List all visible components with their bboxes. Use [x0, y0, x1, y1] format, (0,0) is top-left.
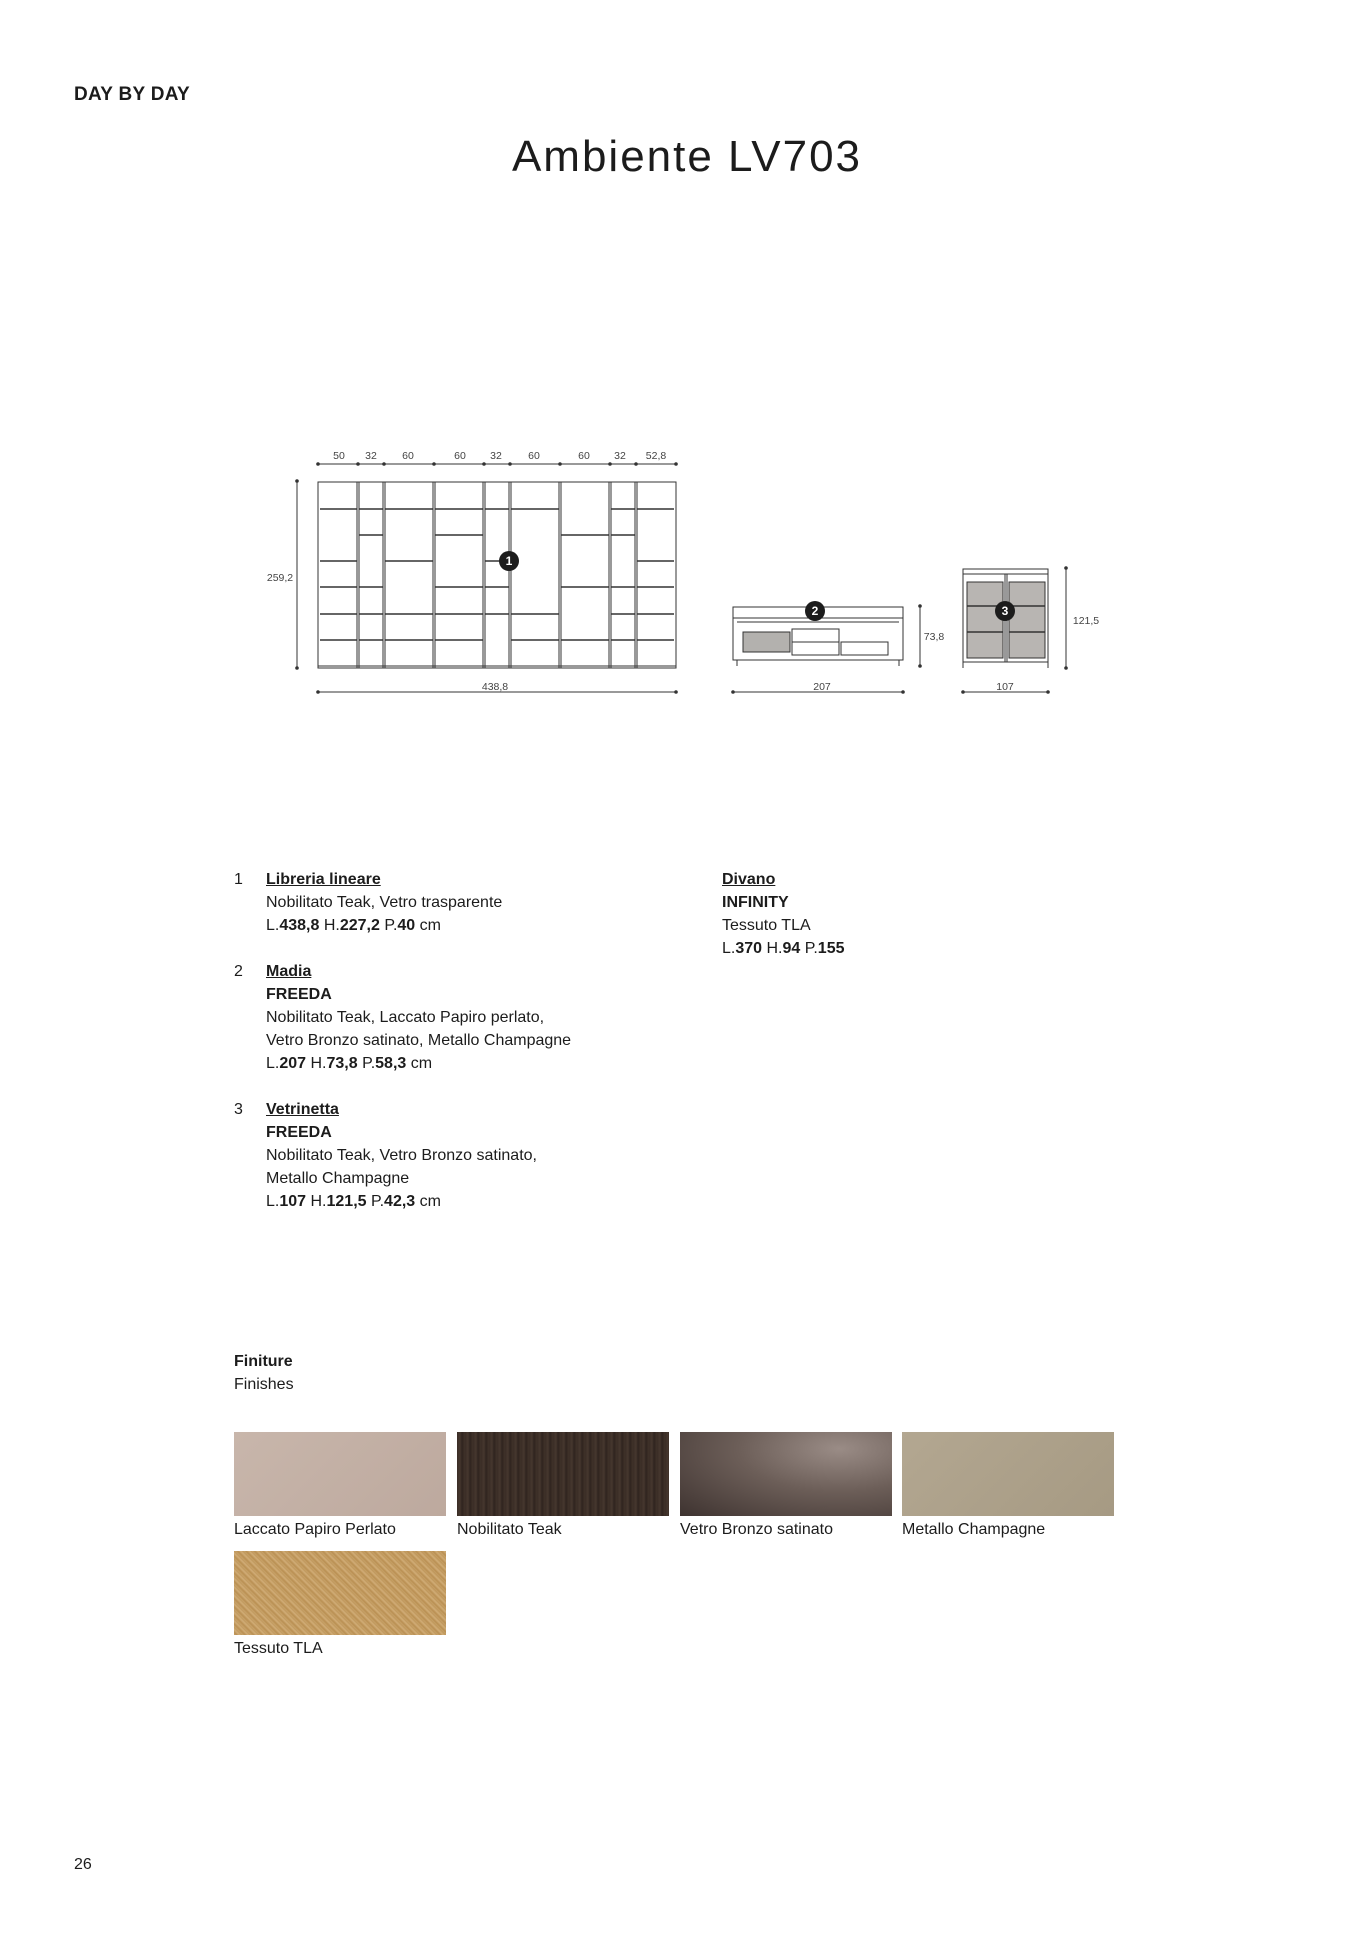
item-model: FREEDA: [266, 986, 332, 1003]
item-desc: Nobilitato Teak, Laccato Papiro perlato,: [266, 1009, 545, 1026]
finishes-title: Finiture: [234, 1353, 293, 1370]
item-desc: Vetro Bronzo satinato, Metallo Champagne: [266, 1032, 572, 1049]
swatch-label: Nobilitato Teak: [457, 1521, 562, 1538]
sofa-name: Divano: [722, 871, 776, 888]
item-desc: Nobilitato Teak, Vetro Bronzo satinato,: [266, 1147, 537, 1164]
vetr-height-label: 121,5: [1072, 615, 1100, 627]
sofa-desc: Tessuto TLA: [722, 917, 811, 934]
swatch-label: Vetro Bronzo satinato: [680, 1521, 833, 1538]
swatch-metallo-champagne: [902, 1432, 1114, 1516]
marker-3: [995, 601, 1015, 621]
swatch-label: Metallo Champagne: [902, 1521, 1046, 1538]
page-number: 26: [74, 1856, 92, 1873]
lib-height-label: 259,2: [266, 572, 294, 584]
item-desc: Metallo Champagne: [266, 1170, 410, 1187]
svg-text:1: 1: [505, 554, 513, 568]
dim-label: 32: [614, 450, 626, 462]
swatch-laccato-papiro: [234, 1432, 446, 1516]
item-dims: L.107 H.121,5 P.42,3 cm: [266, 1193, 441, 1210]
item-3: 3 Vetrinetta FREEDA Nobilitato Teak, Vetro Bronzo satinato, Metallo Champagne L.107 H.121,5 P.42,3 cm: [234, 1098, 614, 1213]
technical-drawing: [0, 0, 1358, 720]
marker-2: [805, 601, 825, 621]
brand-label: DAY BY DAY: [74, 84, 191, 105]
svg-text:2: 2: [811, 604, 819, 618]
item-model: FREEDA: [266, 1124, 332, 1141]
vetr-width-label: 107: [996, 681, 1014, 693]
item-name: Libreria lineare: [266, 871, 381, 888]
madia-height-label: 73,8: [923, 631, 945, 643]
item-desc: Nobilitato Teak, Vetro trasparente: [266, 894, 503, 911]
item-list: [234, 868, 614, 1236]
dim-label: 32: [490, 450, 502, 462]
dim-label: 50: [333, 450, 345, 462]
finishes-heading: [234, 1350, 294, 1396]
sofa-block: [722, 868, 1022, 960]
madia-width-label: 207: [813, 681, 831, 693]
sofa-dims: L.370 H.94 P.155: [722, 940, 845, 957]
svg-text:3: 3: [1001, 604, 1009, 618]
item-dims: L.207 H.73,8 P.58,3 cm: [266, 1055, 433, 1072]
lib-width-label: 438,8: [481, 681, 509, 693]
dim-label: 60: [578, 450, 590, 462]
swatch-nobilitato-teak: [457, 1432, 669, 1516]
dim-label: 32: [365, 450, 377, 462]
swatch-label: Laccato Papiro Perlato: [234, 1521, 396, 1538]
swatch-label: Tessuto TLA: [234, 1640, 323, 1657]
item-dims: L.438,8 H.227,2 P.40 cm: [266, 917, 441, 934]
finishes-subtitle: Finishes: [234, 1376, 294, 1393]
page-title: Ambiente LV703: [511, 132, 863, 181]
swatch-vetro-bronzo: [680, 1432, 892, 1516]
dim-label: 52,8: [645, 450, 667, 462]
item-1: 1 Libreria lineare Nobilitato Teak, Vetro trasparente L.438,8 H.227,2 P.40 cm: [234, 868, 614, 937]
dim-label: 60: [454, 450, 466, 462]
sofa-model: INFINITY: [722, 894, 789, 911]
item-name: Madia: [266, 963, 312, 980]
item-2: 2 Madia FREEDA Nobilitato Teak, Laccato Papiro perlato, Vetro Bronzo satinato, Metallo Champagne L.207 H.73,8 P.58,3 cm: [234, 960, 614, 1075]
marker-1: [499, 551, 519, 571]
library-drawing: [318, 482, 676, 668]
swatch-tessuto-tla: [234, 1551, 446, 1635]
dim-label: 60: [402, 450, 414, 462]
vetrinetta-drawing: [961, 566, 1068, 694]
dim-label: 60: [528, 450, 540, 462]
item-name: Vetrinetta: [266, 1101, 339, 1118]
